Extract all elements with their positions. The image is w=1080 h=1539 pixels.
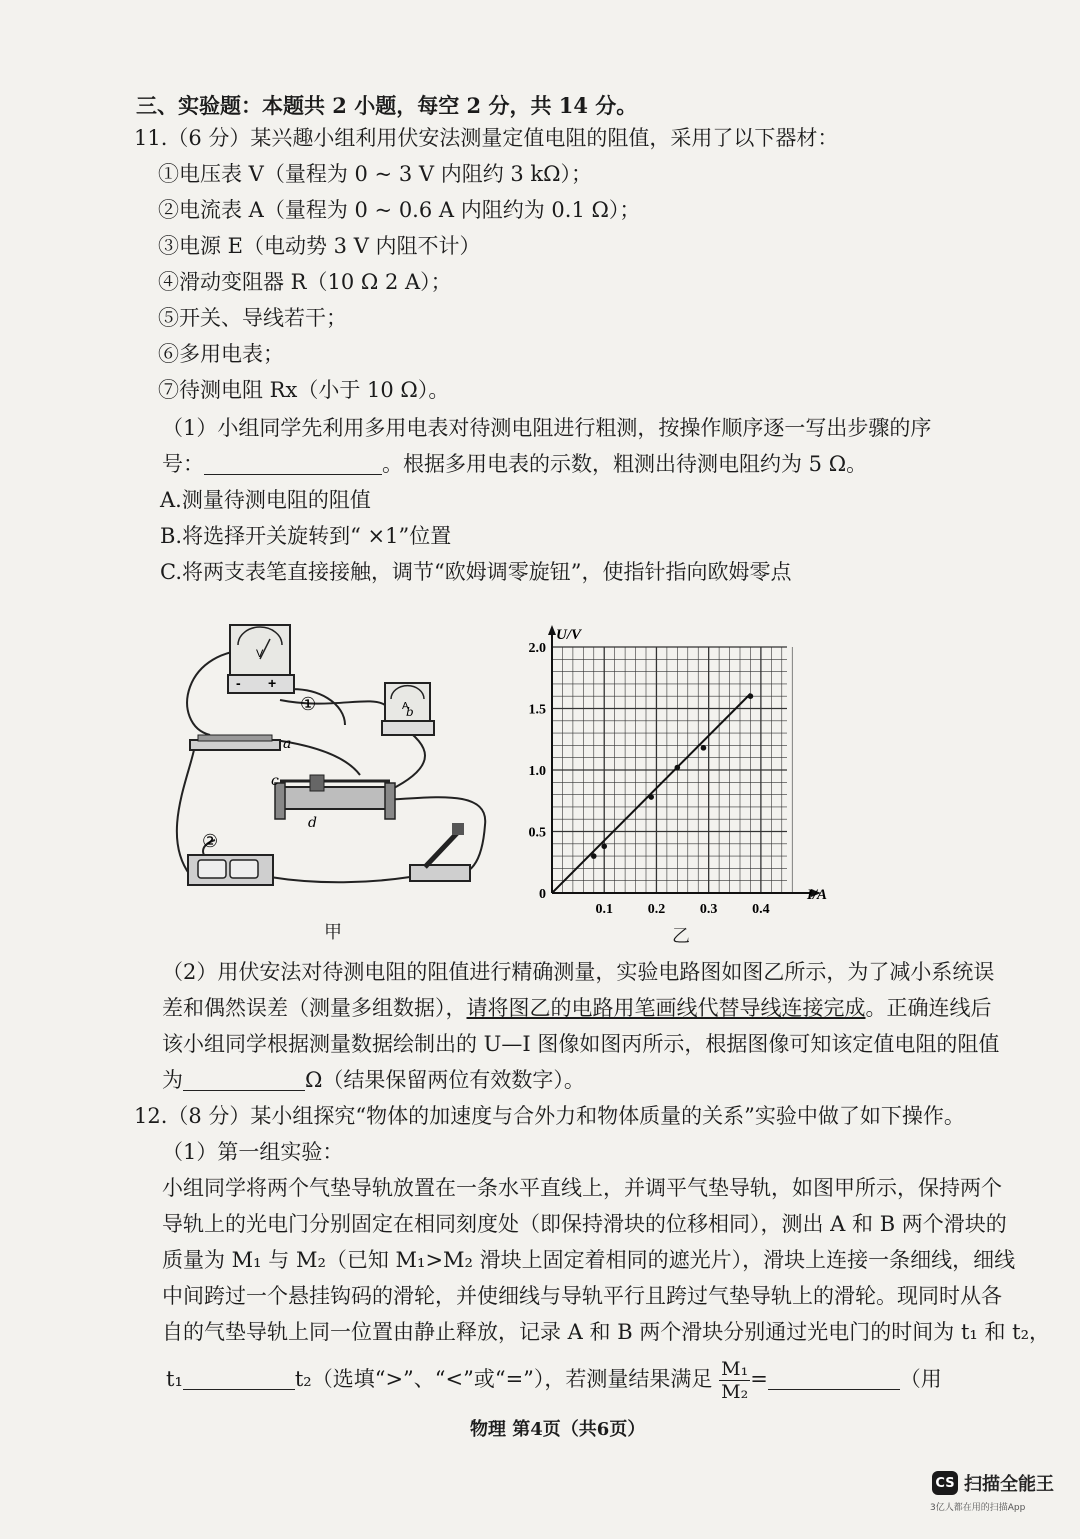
q12-line-6 [166, 1358, 942, 1403]
x-axis-label: I/A [807, 887, 828, 903]
label-d: d [308, 815, 317, 831]
watermark-sub: 3亿人都在用的扫描App [930, 1503, 1026, 1513]
y-tick-label: 1.5 [528, 702, 546, 718]
voltmeter-plus: + [268, 675, 277, 691]
y-tick-label: 1.0 [528, 764, 546, 779]
q12-stem: 12.（8 分）某小组探究“物体的加速度与合外力和物体质量的关系”实验中做了如下操作。 [134, 1104, 965, 1128]
y-axis-arrow [548, 625, 556, 635]
q11-part1-line1: （1）小组同学先利用多用电表对待测电阻进行粗测，按操作顺序逐一写出步骤的序 [162, 416, 932, 440]
x-tick-label: 0.1 [595, 902, 613, 917]
data-point [748, 693, 754, 699]
battery [188, 855, 273, 885]
q11-part1-prefix: 号： [162, 452, 204, 476]
option-c: C.将两支表笔直接接触，调节“欧姆调零旋钮”，使指针指向欧姆零点 [160, 560, 792, 584]
data-point [675, 765, 681, 771]
label-b: b [406, 705, 414, 719]
q12-eq: = [750, 1367, 768, 1391]
answer-blank-compare[interactable] [183, 1389, 295, 1390]
circuit-figure [170, 615, 510, 895]
q11-part2-a: 差和偶然误差（测量多组数据）， [162, 996, 467, 1020]
section-title: 三、实验题：本题共 2 小题，每空 2 分，共 14 分。 [136, 93, 638, 118]
answer-blank-steps[interactable] [204, 474, 382, 475]
y-tick-label: 0.5 [528, 825, 546, 841]
frac-numerator: M₁ [721, 1358, 749, 1380]
q11-part1-line2 [162, 450, 867, 478]
q12-t1: t₁ [166, 1367, 183, 1391]
x-tick-label: 0.4 [752, 902, 770, 917]
q11-part2-prefix: 为 [162, 1068, 183, 1092]
label-2: ② [202, 831, 219, 852]
x-tick-label: 0.2 [647, 902, 666, 917]
q12-line-5: 自的气垫导轨上同一位置由静止释放，记录 A 和 B 两个滑块分别通过光电门的时间为 t₁ 和 t₂， [162, 1320, 1051, 1344]
q12-t2: t₂ [294, 1367, 312, 1391]
q12-line-1: 小组同学将两个气垫导轨放置在一条水平直线上，并调平气垫导轨，如图甲所示，保持两个 [162, 1176, 1002, 1200]
q11-stem: 11.（6 分）某兴趣小组利用伏安法测量定值电阻的阻值，采用了以下器材： [134, 126, 839, 150]
data-point [601, 843, 607, 849]
frac-denominator: M₂ [721, 1381, 749, 1403]
page-footer: 物理 第4页（共6页） [470, 1419, 646, 1440]
watermark-badge: CS [932, 1471, 958, 1495]
ammeter-letter: A [402, 701, 409, 712]
y-tick-label: 0 [539, 887, 546, 902]
voltmeter-letter: V [256, 648, 264, 660]
chart-marks [552, 693, 753, 893]
option-b: B.将选择开关旋转到“ ×1”位置 [160, 524, 452, 548]
label-c: c [271, 773, 279, 789]
q11-part2-line2 [162, 994, 992, 1022]
x-tick-label: 0.3 [699, 902, 718, 917]
q11-part2-line4 [162, 1066, 585, 1094]
y-axis-label: U/V [556, 627, 582, 643]
figure-caption-yi: 乙 [672, 926, 690, 947]
rheostat [275, 775, 395, 819]
q12-line-2: 导轨上的光电门分别固定在相同刻度处（即保持滑块的位移相同），测出 A 和 B 两个滑块的 [162, 1212, 1007, 1236]
data-point [591, 853, 597, 859]
answer-blank-ratio[interactable] [768, 1389, 900, 1390]
q12-line-3: 质量为 M₁ 与 M₂（已知 M₁>M₂ 滑块上固定着相同的遮光片），滑块上连接一条细线，细线 [162, 1248, 1016, 1272]
q11-item-5: ⑤开关、导线若干； [158, 306, 347, 330]
answer-blank-resistance[interactable] [183, 1090, 305, 1091]
chart-ticks [529, 641, 770, 917]
option-a: A.测量待测电阻的阻值 [160, 488, 371, 512]
q11-part2-c: 。正确连线后 [865, 996, 992, 1020]
q12-part1-title: （1）第一组实验： [162, 1140, 344, 1164]
switch [410, 823, 470, 881]
q11-item-6: ⑥多用电表； [158, 342, 284, 366]
voltmeter-minus: - [236, 675, 241, 691]
label-1: ① [300, 694, 317, 715]
data-point [648, 794, 654, 800]
q11-item-7: ⑦待测电阻 Rx（小于 10 Ω）。 [158, 378, 450, 402]
q11-part2-underlined: 请将图乙的电路用笔画线代替导线连接完成 [466, 996, 866, 1020]
scanner-watermark [932, 1470, 1054, 1496]
q11-item-4: ④滑动变阻器 R（10 Ω 2 A）； [158, 270, 452, 294]
q11-part2-line3: 该小组同学根据测量数据绘制出的 U—I 图像如图丙所示，根据图像可知该定值电阻的阻值 [162, 1032, 1000, 1056]
q11-item-1: ①电压表 V（量程为 0 ~ 3 V 内阻约 3 kΩ）； [158, 162, 593, 186]
q11-part2-line1: （2）用伏安法对待测电阻的阻值进行精确测量，实验电路图如图乙所示，为了减小系统误 [162, 960, 995, 984]
q11-item-3: ③电源 E（电动势 3 V 内阻不计） [158, 234, 481, 258]
wire [270, 877, 410, 882]
y-tick-label: 2.0 [528, 641, 546, 656]
watermark-name: 扫描全能王 [964, 1474, 1054, 1495]
q12-mid: （选填“>”、“<”或“=”），若测量结果满足 [311, 1367, 713, 1391]
label-a: a [283, 736, 292, 752]
q11-part1-suffix: 。根据多用电表的示数，粗测出待测电阻约为 5 Ω。 [382, 452, 868, 476]
q12-end: （用 [899, 1367, 942, 1391]
data-point [701, 745, 707, 751]
q11-item-2: ②电流表 A（量程为 0 ~ 0.6 A 内阻约为 0.1 Ω）； [158, 198, 641, 222]
resistor-board [190, 735, 280, 750]
mass-fraction [719, 1358, 750, 1403]
figure-caption-jia: 甲 [324, 922, 342, 943]
q12-line-4: 中间跨过一个悬挂钩码的滑轮，并使细线与导轨平行且跨过气垫导轨上的滑轮。现同时从各 [162, 1284, 1002, 1308]
fit-line [552, 694, 750, 893]
ui-chart [510, 618, 830, 923]
q11-part2-suffix: Ω（结果保留两位有效数字）。 [305, 1068, 585, 1092]
